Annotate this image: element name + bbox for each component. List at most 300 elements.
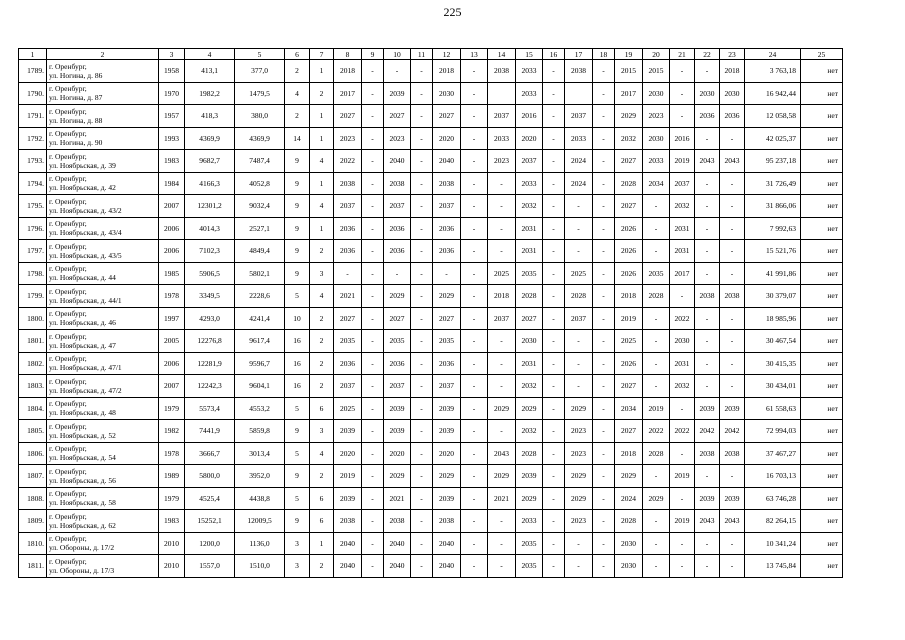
table-cell-col-7: 2 [310,555,334,578]
table-cell-col-14: 2029 [488,465,516,488]
table-cell-col-8: 2036 [334,352,362,375]
table-cell-col-14: 2018 [488,285,516,308]
address-street: ул. Ноябрьская, д. 46 [49,318,116,328]
table-cell-col-13: - [461,532,488,555]
column-number-header: 24 [745,49,801,60]
table-cell-col-16: - [543,397,565,420]
row-number-cell: 1809. [19,510,47,533]
table-cell-col-4: 1982,2 [185,82,235,105]
table-cell-col-13: - [461,285,488,308]
column-number-header: 6 [285,49,310,60]
table-cell-col-21: 2032 [670,195,695,218]
address-cell [47,217,159,240]
table-cell-col-11: - [411,172,433,195]
table-cell-col-22: 2038 [695,285,720,308]
housing-register-table [18,48,843,578]
table-row [19,330,843,353]
table-cell-col-17: 2023 [565,510,593,533]
table-cell-col-6: 16 [285,352,310,375]
address-cell [47,352,159,375]
table-cell-col-17: 2033 [565,127,593,150]
table-cell-col-23: 2030 [720,82,745,105]
row-number-cell: 1810. [19,532,47,555]
table-cell-col-24: 95 237,18 [745,150,801,173]
table-row [19,307,843,330]
table-cell-col-10: 2029 [384,285,411,308]
table-cell-col-16: - [543,262,565,285]
column-number-header: 9 [362,49,384,60]
table-cell-col-17: - [565,240,593,263]
table-row [19,60,843,83]
table-cell-col-12: 2036 [433,240,461,263]
table-cell-col-19: 2026 [615,240,643,263]
table-cell-col-19: 2017 [615,82,643,105]
table-cell-col-16: - [543,307,565,330]
table-cell-col-19: 2034 [615,397,643,420]
address-city: г. Оренбург, [49,331,87,341]
table-cell-col-22: - [695,217,720,240]
address-street: ул. Ногина, д. 88 [49,115,103,125]
table-cell-col-11: - [411,60,433,83]
table-cell-col-18: - [593,532,615,555]
row-number-cell: 1796. [19,217,47,240]
table-cell-col-23: 2043 [720,150,745,173]
table-cell-col-25: нет [801,105,843,128]
table-cell-col-24: 10 341,24 [745,532,801,555]
address-street: ул. Ноябрьская, д. 43/2 [49,205,122,215]
table-cell-col-15: 2033 [516,82,543,105]
table-cell-col-7: 6 [310,487,334,510]
table-cell-col-12: 2039 [433,397,461,420]
address-street: ул. Ноябрьская, д. 39 [49,160,116,170]
table-row [19,217,843,240]
table-cell-col-20: - [643,532,670,555]
table-cell-col-21: 2037 [670,172,695,195]
table-cell-col-22: - [695,240,720,263]
address-city: г. Оренбург, [49,129,87,139]
address-city: г. Оренбург, [49,241,87,251]
table-cell-col-16: - [543,172,565,195]
address-street: ул. Ноябрьская, д. 43/4 [49,228,122,238]
table-cell-col-13: - [461,487,488,510]
column-number-header: 22 [695,49,720,60]
table-cell-col-20: - [643,555,670,578]
table-cell-col-19: 2028 [615,510,643,533]
table-cell-col-7: 2 [310,465,334,488]
table-cell-col-7: 6 [310,397,334,420]
table-cell-col-17: 2023 [565,420,593,443]
table-cell-col-9: - [362,240,384,263]
table-cell-col-23: - [720,127,745,150]
address-city: г. Оренбург, [49,219,87,229]
table-cell-col-7: 6 [310,510,334,533]
address-street: ул. Обороны, д. 17/2 [49,543,115,553]
row-number-cell: 1794. [19,172,47,195]
table-cell-col-9: - [362,217,384,240]
address-city: г. Оренбург, [49,534,87,544]
table-cell-col-16: - [543,195,565,218]
table-cell-col-17: 2029 [565,487,593,510]
table-cell-col-14: - [488,532,516,555]
table-cell-col-10: 2037 [384,195,411,218]
table-cell-col-3: 1957 [159,105,185,128]
table-cell-col-11: - [411,240,433,263]
table-cell-col-24: 13 745,84 [745,555,801,578]
column-number-header: 7 [310,49,334,60]
table-cell-col-18: - [593,487,615,510]
address-street: ул. Ноябрьская, д. 44 [49,273,116,283]
table-cell-col-5: 4369,9 [235,127,285,150]
column-number-header: 10 [384,49,411,60]
table-cell-col-20: - [643,510,670,533]
table-cell-col-25: нет [801,60,843,83]
row-number-cell: 1789. [19,60,47,83]
row-number-cell: 1797. [19,240,47,263]
table-cell-col-21: - [670,555,695,578]
table-cell-col-4: 5800,0 [185,465,235,488]
table-cell-col-3: 1982 [159,420,185,443]
table-cell-col-15: 2033 [516,60,543,83]
table-cell-col-11: - [411,420,433,443]
address-city: г. Оренбург, [49,151,87,161]
table-cell-col-13: - [461,127,488,150]
column-number-header: 4 [185,49,235,60]
table-cell-col-8: 2017 [334,82,362,105]
table-cell-col-9: - [362,172,384,195]
table-cell-col-17: 2038 [565,60,593,83]
address-cell [47,555,159,578]
table-cell-col-13: - [461,307,488,330]
table-cell-col-24: 31 726,49 [745,172,801,195]
table-row [19,465,843,488]
table-cell-col-11: - [411,352,433,375]
table-cell-col-22: - [695,307,720,330]
table-cell-col-15: 2035 [516,262,543,285]
table-cell-col-13: - [461,82,488,105]
table-cell-col-8: 2025 [334,397,362,420]
table-cell-col-22: 2039 [695,487,720,510]
address-street: ул. Ноябрьская, д. 52 [49,430,116,440]
table-cell-col-18: - [593,442,615,465]
address-city: г. Оренбург, [49,174,87,184]
table-row [19,150,843,173]
column-number-header: 8 [334,49,362,60]
table-cell-col-9: - [362,532,384,555]
table-cell-col-3: 1983 [159,510,185,533]
page-number: 225 [443,5,462,19]
table-cell-col-11: - [411,330,433,353]
table-cell-col-22: - [695,127,720,150]
address-cell [47,510,159,533]
table-cell-col-16: - [543,375,565,398]
table-cell-col-25: нет [801,285,843,308]
table-cell-col-20: 2030 [643,82,670,105]
row-number-cell: 1799. [19,285,47,308]
row-number-cell: 1793. [19,150,47,173]
address-cell [47,262,159,285]
table-cell-col-12: 2038 [433,510,461,533]
table-cell-col-7: 2 [310,352,334,375]
table-cell-col-14: - [488,217,516,240]
column-number-header: 14 [488,49,516,60]
table-cell-col-19: 2025 [615,330,643,353]
column-number-header: 25 [801,49,843,60]
table-cell-col-8: - [334,262,362,285]
table-cell-col-16: - [543,285,565,308]
table-row [19,487,843,510]
table-cell-col-19: 2018 [615,442,643,465]
address-cell [47,465,159,488]
table-cell-col-17: 2037 [565,105,593,128]
table-cell-col-5: 9596,7 [235,352,285,375]
table-cell-col-8: 2037 [334,195,362,218]
table-cell-col-21: 2031 [670,240,695,263]
table-row [19,285,843,308]
table-cell-col-18: - [593,60,615,83]
table-cell-col-18: - [593,150,615,173]
table-cell-col-8: 2040 [334,532,362,555]
table-cell-col-23: 2039 [720,487,745,510]
table-cell-col-10: 2036 [384,352,411,375]
address-city: г. Оренбург, [49,421,87,431]
table-cell-col-4: 1557,0 [185,555,235,578]
table-cell-col-3: 1983 [159,150,185,173]
table-cell-col-16: - [543,352,565,375]
address-street: ул. Ноябрьская, д. 47/2 [49,385,122,395]
row-number-cell: 1804. [19,397,47,420]
table-cell-col-12: 2039 [433,487,461,510]
table-cell-col-18: - [593,172,615,195]
table-cell-col-15: 2031 [516,217,543,240]
table-cell-col-14: 2029 [488,397,516,420]
table-cell-col-17: - [565,555,593,578]
table-cell-col-16: - [543,532,565,555]
table-cell-col-12: 2037 [433,375,461,398]
address-street: ул. Ногина, д. 86 [49,70,103,80]
table-cell-col-8: 2021 [334,285,362,308]
table-cell-col-8: 2018 [334,60,362,83]
table-cell-col-24: 30 467,54 [745,330,801,353]
address-city: г. Оренбург, [49,286,87,296]
address-cell [47,150,159,173]
table-cell-col-5: 12009,5 [235,510,285,533]
table-cell-col-12: 2040 [433,532,461,555]
table-cell-col-7: 3 [310,262,334,285]
table-cell-col-14: 2038 [488,60,516,83]
table-cell-col-14: 2037 [488,105,516,128]
table-cell-col-17: 2029 [565,465,593,488]
table-cell-col-23: - [720,262,745,285]
table-cell-col-12: 2029 [433,285,461,308]
column-number-header: 20 [643,49,670,60]
table-cell-col-21: 2016 [670,127,695,150]
table-cell-col-7: 1 [310,532,334,555]
table-cell-col-23: - [720,240,745,263]
table-cell-col-3: 1970 [159,82,185,105]
table-cell-col-18: - [593,217,615,240]
table-cell-col-16: - [543,420,565,443]
table-cell-col-4: 4369,9 [185,127,235,150]
table-cell-col-22: - [695,375,720,398]
table-cell-col-5: 377,0 [235,60,285,83]
table-cell-col-10: 2038 [384,172,411,195]
table-cell-col-22: - [695,532,720,555]
table-cell-col-9: - [362,127,384,150]
table-row [19,127,843,150]
table-cell-col-19: 2015 [615,60,643,83]
table-cell-col-5: 4553,2 [235,397,285,420]
table-cell-col-20: 2033 [643,150,670,173]
row-number-cell: 1798. [19,262,47,285]
column-number-header: 21 [670,49,695,60]
table-cell-col-25: нет [801,555,843,578]
table-cell-col-14: - [488,555,516,578]
table-cell-col-22: - [695,465,720,488]
table-cell-col-25: нет [801,465,843,488]
table-cell-col-17: - [565,532,593,555]
table-cell-col-13: - [461,60,488,83]
table-cell-col-23: 2042 [720,420,745,443]
address-city: г. Оренбург, [49,399,87,409]
table-cell-col-8: 2038 [334,172,362,195]
column-number-header: 3 [159,49,185,60]
table-cell-col-11: - [411,285,433,308]
table-cell-col-18: - [593,397,615,420]
table-cell-col-11: - [411,532,433,555]
table-cell-col-9: - [362,465,384,488]
table-cell-col-23: 2039 [720,397,745,420]
table-cell-col-5: 380,0 [235,105,285,128]
address-street: ул. Ноябрьская, д. 54 [49,453,116,463]
table-cell-col-17: 2037 [565,307,593,330]
table-cell-col-13: - [461,240,488,263]
table-cell-col-16: - [543,330,565,353]
table-cell-col-25: нет [801,82,843,105]
table-cell-col-20: 2019 [643,397,670,420]
table-cell-col-20: - [643,352,670,375]
table-cell-col-17: 2025 [565,262,593,285]
table-cell-col-3: 1978 [159,442,185,465]
table-cell-col-16: - [543,465,565,488]
table-cell-col-20: - [643,465,670,488]
table-cell-col-9: - [362,442,384,465]
table-cell-col-8: 2037 [334,375,362,398]
table-cell-col-14: - [488,510,516,533]
row-number-cell: 1800. [19,307,47,330]
table-cell-col-25: нет [801,262,843,285]
table-cell-col-16: - [543,82,565,105]
table-cell-col-15: 2037 [516,150,543,173]
table-cell-col-5: 9032,4 [235,195,285,218]
address-city: г. Оренбург, [49,264,87,274]
column-number-header: 5 [235,49,285,60]
table-cell-col-5: 2527,1 [235,217,285,240]
table-cell-col-20: 2015 [643,60,670,83]
column-number-header: 19 [615,49,643,60]
table-cell-col-21: 2031 [670,217,695,240]
table-cell-col-16: - [543,60,565,83]
table-cell-col-23: - [720,352,745,375]
table-cell-col-19: 2032 [615,127,643,150]
table-cell-col-12: 2027 [433,307,461,330]
table-cell-col-13: - [461,150,488,173]
table-cell-col-10: 2036 [384,217,411,240]
row-number-cell: 1806. [19,442,47,465]
table-cell-col-4: 3349,5 [185,285,235,308]
table-cell-col-19: 2018 [615,285,643,308]
table-cell-col-13: - [461,262,488,285]
table-cell-col-10: 2021 [384,487,411,510]
table-cell-col-9: - [362,397,384,420]
table-cell-col-19: 2026 [615,217,643,240]
table-cell-col-15: 2029 [516,487,543,510]
table-cell-col-18: - [593,105,615,128]
table-cell-col-20: - [643,307,670,330]
column-number-header: 11 [411,49,433,60]
table-cell-col-3: 1989 [159,465,185,488]
table-cell-col-6: 9 [285,465,310,488]
table-cell-col-5: 5859,8 [235,420,285,443]
table-cell-col-20: 2030 [643,127,670,150]
table-cell-col-10: 2039 [384,420,411,443]
table-cell-col-25: нет [801,532,843,555]
table-cell-col-4: 7102,3 [185,240,235,263]
table-cell-col-7: 2 [310,82,334,105]
table-cell-col-17: 2024 [565,172,593,195]
address-city: г. Оренбург, [49,196,87,206]
table-cell-col-19: 2027 [615,375,643,398]
table-cell-col-15: 2029 [516,397,543,420]
table-cell-col-22: - [695,262,720,285]
table-cell-col-15: 2032 [516,375,543,398]
table-cell-col-16: - [543,487,565,510]
table-cell-col-24: 12 058,58 [745,105,801,128]
table-cell-col-4: 12281,9 [185,352,235,375]
table-cell-col-22: 2030 [695,82,720,105]
column-number-header: 1 [19,49,47,60]
table-cell-col-21: 2022 [670,420,695,443]
table-cell-col-3: 2006 [159,352,185,375]
table-cell-col-13: - [461,375,488,398]
row-number-cell: 1801. [19,330,47,353]
table-cell-col-18: - [593,420,615,443]
table-cell-col-20: 2035 [643,262,670,285]
table-cell-col-19: 2030 [615,532,643,555]
row-number-cell: 1802. [19,352,47,375]
table-cell-col-25: нет [801,240,843,263]
table-cell-col-14: 2025 [488,262,516,285]
table-cell-col-16: - [543,510,565,533]
table-cell-col-3: 2007 [159,195,185,218]
table-cell-col-25: нет [801,487,843,510]
table-cell-col-22: - [695,195,720,218]
table-cell-col-6: 2 [285,105,310,128]
table-cell-col-23: - [720,195,745,218]
table-cell-col-16: - [543,555,565,578]
table-cell-col-12: 2020 [433,442,461,465]
table-cell-col-9: - [362,487,384,510]
table-cell-col-17: - [565,330,593,353]
table-cell-col-7: 4 [310,285,334,308]
table-cell-col-5: 1479,5 [235,82,285,105]
table-cell-col-9: - [362,60,384,83]
address-street: ул. Ноябрьская, д. 62 [49,520,116,530]
table-cell-col-24: 61 558,63 [745,397,801,420]
table-cell-col-4: 418,3 [185,105,235,128]
table-cell-col-15: 2016 [516,105,543,128]
table-cell-col-24: 30 379,07 [745,285,801,308]
table-cell-col-4: 15252,1 [185,510,235,533]
